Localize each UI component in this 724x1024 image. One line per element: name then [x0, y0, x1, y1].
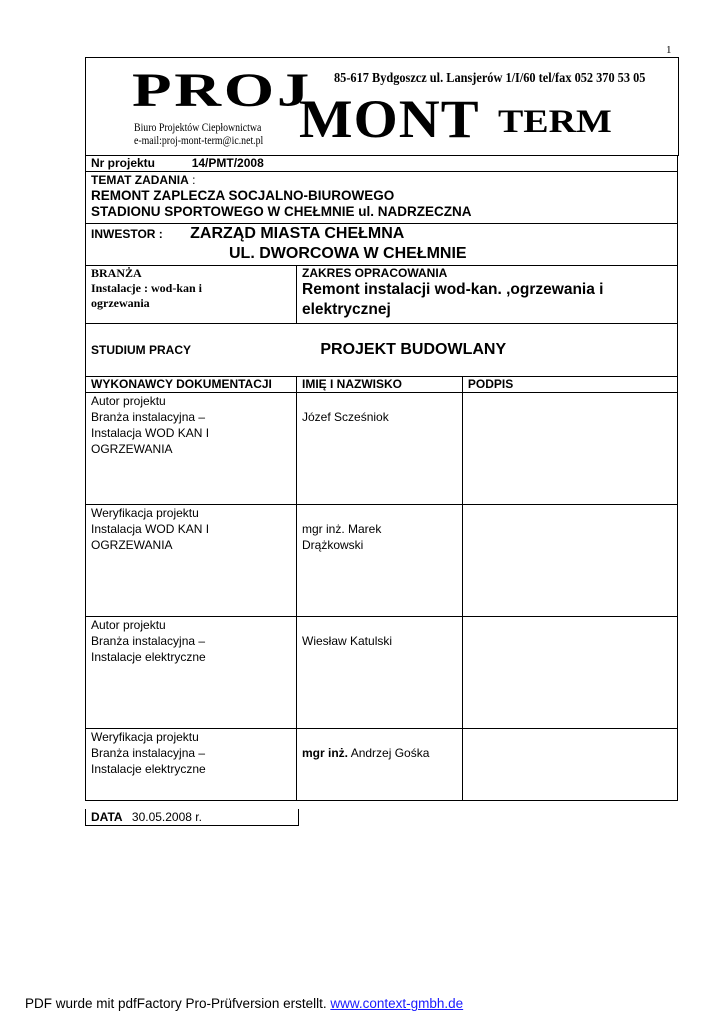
role-line: Branża instalacyjna –	[91, 746, 206, 760]
date-value: 30.05.2008 r.	[131, 810, 202, 824]
role-line: Branża instalacyjna –	[91, 410, 206, 424]
topic-label: TEMAT ZADANIA	[91, 173, 189, 187]
project-title-table	[85, 155, 678, 801]
person-name: mgr inż. Marek Drążkowski	[302, 522, 382, 552]
table-row-name	[297, 393, 463, 505]
topic-line-1: REMONT ZAPLECZA SOCJALNO-BIUROWEGO	[91, 188, 395, 203]
logo-word-proj: PROJ	[132, 64, 312, 117]
role-line: Instalacja WOD KAN I	[91, 426, 210, 440]
logo-office-name: Biuro Projektów Ciepłownictwa	[134, 120, 262, 134]
investor-line-1: ZARZĄD MIASTA CHEŁMNA	[190, 225, 405, 242]
investor-label: INWESTOR :	[91, 227, 163, 241]
branch-value: Instalacje : wod-kan i ogrzewania	[91, 281, 203, 310]
person-name: Wiesław Katulski	[302, 634, 393, 648]
header-name: IMIĘ I NAZWISKO	[297, 377, 463, 393]
table-row-name	[297, 729, 463, 801]
signature-cell	[462, 505, 677, 617]
scope-label: ZAKRES OPRACOWANIA	[302, 266, 448, 280]
role-line: OGRZEWANIA	[91, 538, 173, 552]
project-number-value: 14/PMT/2008	[191, 156, 264, 170]
scope-value: Remont instalacji wod-kan. ,ogrzewania i elektrycznej	[302, 281, 604, 318]
role-line: Autor projektu	[91, 618, 166, 632]
branch-label: BRANŻA	[91, 266, 142, 280]
topic-row	[86, 172, 678, 224]
stage-value: PROJEKT BUDOWLANY	[320, 341, 507, 358]
logo-word-term: TERM	[498, 104, 612, 140]
company-logo-header	[85, 57, 679, 156]
table-row-role	[86, 393, 297, 505]
logo-office-info	[134, 121, 263, 147]
table-row-role	[86, 729, 297, 801]
investor-line-2: UL. DWORCOWA W CHEŁMNIE	[229, 245, 467, 262]
role-line: Instalacje elektryczne	[91, 650, 206, 664]
investor-row	[86, 224, 678, 266]
table-row-role	[86, 505, 297, 617]
topic-colon: :	[188, 173, 196, 187]
role-line: Weryfikacja projektu	[91, 506, 199, 520]
role-line: Weryfikacja projektu	[91, 730, 199, 744]
table-row-role	[86, 617, 297, 729]
logo-word-mont: MONT	[299, 89, 480, 149]
date-label: DATA	[91, 810, 123, 824]
topic-line-2: STADIONU SPORTOWEGO W CHEŁMNIE ul. NADRZECZNA	[91, 204, 472, 219]
branch-cell	[86, 266, 297, 324]
signature-cell	[462, 617, 677, 729]
footer-link[interactable]: www.context-gmbh.de	[330, 996, 464, 1011]
role-line: Autor projektu	[91, 394, 166, 408]
person-title: mgr inż.	[302, 746, 349, 760]
logo-address: 85-617 Bydgoszcz ul. Lansjerów 1/I/60 tel/fax 052 370 53 05	[334, 71, 646, 86]
stage-label: STUDIUM PRACY	[91, 343, 192, 357]
page-number: 1	[666, 44, 672, 56]
date-box	[85, 809, 299, 826]
table-row-name	[297, 505, 463, 617]
person-name: Andrzej Gośka	[348, 746, 430, 760]
logo-office-email: e-mail:proj-mont-term@ic.net.pl	[134, 133, 264, 147]
signature-cell	[462, 393, 677, 505]
header-signature: PODPIS	[462, 377, 677, 393]
project-number-row	[86, 156, 678, 172]
role-line: Branża instalacyjna –	[91, 634, 206, 648]
role-line: Instalacje elektryczne	[91, 762, 206, 776]
signature-cell	[462, 729, 677, 801]
role-line: Instalacja WOD KAN I	[91, 522, 210, 536]
stage-row	[86, 324, 678, 377]
project-number-label: Nr projektu	[91, 156, 156, 170]
pdf-footer	[25, 996, 463, 1011]
person-name: Józef Scześniok	[302, 410, 389, 424]
scope-cell	[297, 266, 678, 324]
role-line: OGRZEWANIA	[91, 442, 173, 456]
footer-text: PDF wurde mit pdfFactory Pro-Prüfversion erstellt.	[25, 996, 331, 1011]
table-row-name	[297, 617, 463, 729]
header-authors: WYKONAWCY DOKUMENTACJI	[86, 377, 297, 393]
